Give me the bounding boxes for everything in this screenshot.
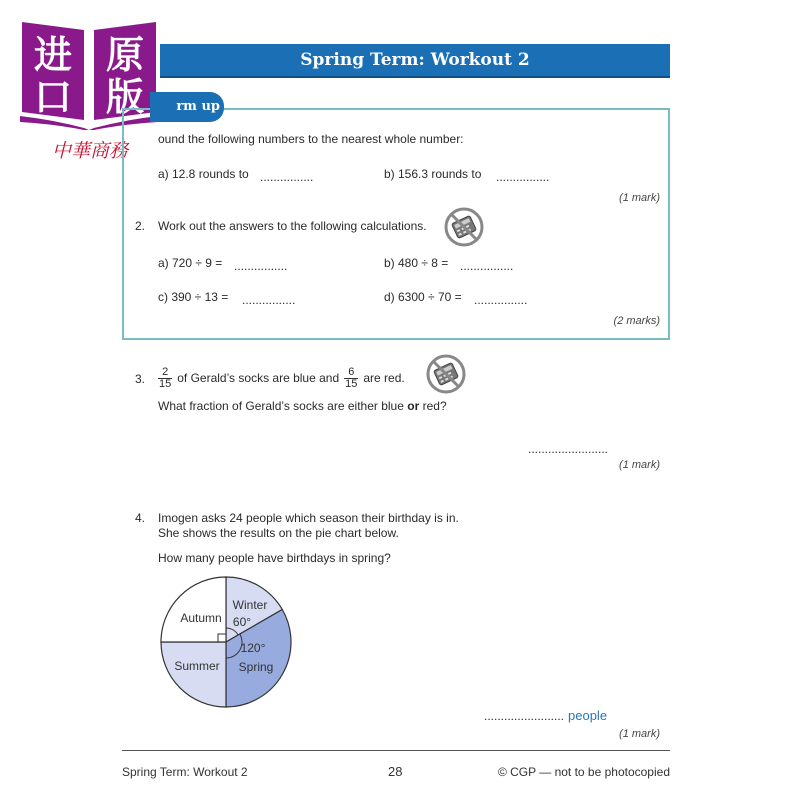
pie-angle-spring: 120° [240, 641, 266, 655]
q3-marks: (1 mark) [619, 459, 660, 471]
q4-line2: She shows the results on the pie chart below. [158, 526, 399, 540]
q4-unit: people [568, 708, 608, 723]
q3-fraction-red: $\frac{6}{15}$ [345, 365, 358, 390]
q2-number: 2. [135, 219, 146, 233]
q2c-label: c) 390 ÷ 13 = [158, 290, 229, 304]
pie-chart [156, 572, 296, 712]
q4-number: 4. [135, 511, 146, 525]
q2a-label: a) 720 ÷ 9 = [158, 256, 223, 270]
q1a-label: a) 12.8 rounds to [158, 167, 249, 181]
q1b-label: b) 156.3 rounds to [384, 167, 482, 181]
warmup-tab-label: rm up [176, 99, 220, 114]
q4-line3: How many people have birthdays in spring? [158, 551, 391, 565]
q3-fraction-blue: $\frac{2}{15}$ [159, 365, 172, 390]
logo-char-1: 进 [33, 33, 73, 77]
pie-slice-autumn [161, 577, 226, 642]
q4-line1: Imogen asks 24 people which season their birthday is in. [158, 511, 459, 525]
q2b-label: b) 480 ÷ 8 = [384, 256, 449, 270]
q3-text1: of Gerald’s socks are blue and [177, 371, 340, 385]
page-title: Spring Term: Workout 2 [300, 50, 530, 70]
q2-marks: (2 marks) [613, 315, 660, 327]
q3-line2: What fraction of Gerald’s socks are either blue or red? [158, 399, 447, 413]
q4-answer-blank[interactable]: ........................ [484, 709, 565, 723]
no-calculator-icon [425, 353, 467, 395]
q1b-answer-blank[interactable]: ................ [496, 170, 550, 184]
q3-number: 3. [135, 372, 146, 386]
q1-marks: (1 mark) [619, 192, 660, 204]
q3-text2: are red. [363, 371, 405, 385]
q3-answer-blank[interactable]: ........................ [528, 442, 609, 456]
logo-char-2: 原 [105, 33, 145, 77]
logo-subtitle-text: 中華商務 [51, 140, 129, 162]
page-number: 28 [388, 764, 403, 779]
q2d-answer-blank[interactable]: ................ [474, 293, 528, 307]
q3-line1 [156, 364, 408, 392]
pie-slice-summer [161, 642, 226, 707]
pie-angle-winter: 60° [232, 615, 252, 629]
q2b-answer-blank[interactable]: ................ [460, 259, 514, 273]
q2c-answer-blank[interactable]: ................ [242, 293, 296, 307]
logo-char-3: 口 [33, 75, 73, 119]
q2-text: Work out the answers to the following calculations. [158, 219, 427, 233]
pie-label-summer: Summer [174, 659, 220, 673]
footer-left: Spring Term: Workout 2 [122, 765, 248, 779]
pie-label-winter: Winter [232, 598, 268, 612]
q4-answer-row [484, 708, 607, 723]
footer-divider [122, 750, 670, 751]
footer-copyright: © CGP — not to be photocopied [497, 765, 670, 779]
q4-marks: (1 mark) [619, 728, 660, 740]
pie-label-autumn: Autumn [180, 611, 222, 625]
pie-label-spring: Spring [238, 660, 274, 674]
logo-char-4: 版 [105, 75, 145, 119]
no-calculator-icon [443, 206, 485, 248]
q1-text: ound the following numbers to the nearest whole number: [158, 132, 464, 146]
q1a-answer-blank[interactable]: ................ [260, 170, 314, 184]
q3-bold-or: or [407, 399, 420, 413]
q2a-answer-blank[interactable]: ................ [234, 259, 288, 273]
q2d-label: d) 6300 ÷ 70 = [384, 290, 462, 304]
